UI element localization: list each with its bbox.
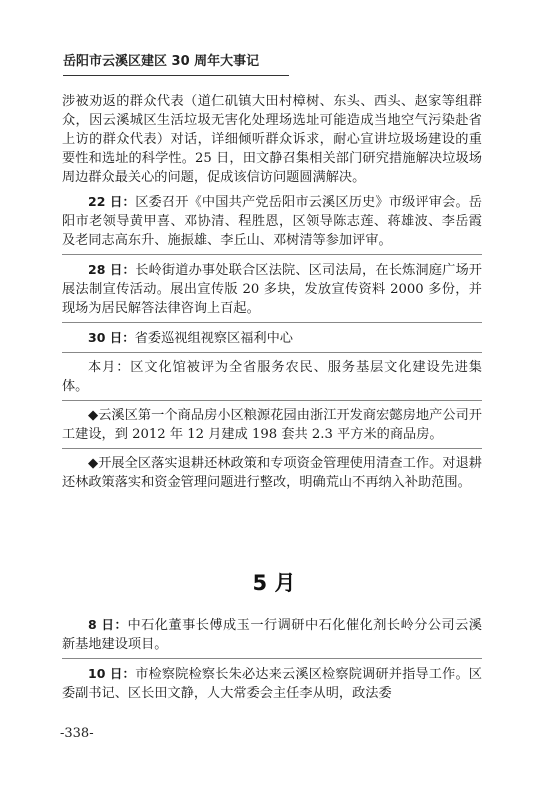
paragraph-bullet-forestry xyxy=(62,454,482,492)
bullet-text: ◆云溪区第一个商品房小区粮源花园由浙江开发商宏懿房地产公司开工建设，到 2012 年 12 月建成 198 套共 2.3 平方米的商品房。 xyxy=(62,408,482,442)
may-content xyxy=(62,615,482,703)
entry-date: 10 日： xyxy=(88,666,136,681)
april-content xyxy=(62,92,482,492)
paragraph-may-8 xyxy=(62,615,482,654)
divider xyxy=(62,322,482,323)
paragraph-this-month xyxy=(62,358,482,396)
entry-text: 本月：区文化馆被评为全省服务农民、服务基层文化建设先进集体。 xyxy=(62,360,482,394)
paragraph-continuation xyxy=(62,92,482,187)
entry-date: 30 日： xyxy=(88,330,135,345)
page-number: -338- xyxy=(60,726,94,741)
section-heading-may: 5 月 xyxy=(252,571,296,595)
entry-date: 22 日： xyxy=(88,194,136,209)
entry-text: 市检察院检察长朱必达来云溪区检察院调研并指导工作。区委副书记、区长田文静，人大常委会主任李从明，政法委 xyxy=(62,667,482,701)
entry-date: 28 日： xyxy=(88,262,136,277)
divider xyxy=(62,352,482,353)
paragraph-dated-22 xyxy=(62,192,482,250)
paragraph-text: 涉被劝返的群众代表（道仁矶镇大田村樟树、东头、西头、赵家等组群众，因云溪城区生活垃圾无害化处理场选址可能造成当地空气污染赴省上访的群众代表）对话，详细倾听群众诉求，耐心宣讲垃圾场建设的重要性和选址的科学性。25 日，田文静召集相关部门研究措施解决垃圾场周边群众最关心的问题，促成该信访问题圆满解决。 xyxy=(62,94,482,185)
bullet-text: ◆开展全区落实退耕还林政策和专项资金管理使用清查工作。对退耕还林政策落实和资金管理问题进行整改，明确荒山不再纳入补助范围。 xyxy=(62,456,482,490)
paragraph-dated-30 xyxy=(62,328,482,348)
divider xyxy=(62,254,482,255)
entry-text: 省委巡视组视察区福利中心 xyxy=(134,331,293,346)
running-header: 岳阳市云溪区建区 30 周年大事记 xyxy=(63,54,260,69)
header-rule xyxy=(63,75,289,76)
entry-text: 区委召开《中国共产党岳阳市云溪区历史》市级评审会。岳阳市老领导黄甲喜、邓协清、程胜恩，区领导陈志莲、蒋雄波、李岳霞及老同志高东升、施振雄、李丘山、邓树清等参加评审。 xyxy=(62,195,482,248)
entry-text: 中石化董事长傅成玉一行调研中石化催化剂长岭分公司云溪新基地建设项目。 xyxy=(62,618,482,652)
paragraph-bullet-housing xyxy=(62,406,482,444)
divider xyxy=(62,400,482,401)
paragraph-may-10 xyxy=(62,664,482,703)
paragraph-dated-28 xyxy=(62,260,482,318)
divider xyxy=(62,658,482,659)
entry-date: 8 日： xyxy=(88,617,128,632)
divider xyxy=(62,448,482,449)
entry-text: 长岭街道办事处联合区法院、区司法局，在长炼洞庭广场开展法制宣传活动。展出宣传版 20 多块，发放宣传资料 2000 多份，并现场为居民解答法律咨询上百起。 xyxy=(62,263,482,316)
